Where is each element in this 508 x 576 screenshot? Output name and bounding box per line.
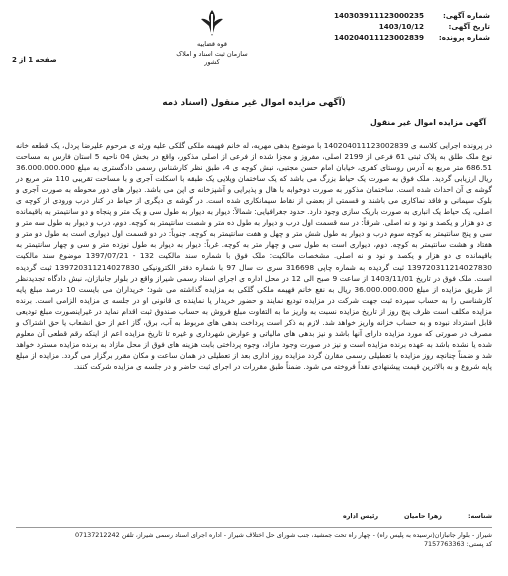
notice-body: در پرونده اجرایی کلاسه ی 140204011123002839 با موضوع بدهی مهریه، له خانم فهیمه ملکی گلکی علیه ورثه ی مرحوم علیرضا پردل، یک قطعه خانه نوع ملک طلق به پلاک ثبتی 61 فرعی از 2199 اصلی، مفروز و مجزا شده از فرعی از اصلی مذکور، واقع در بخش 04 ناحیه 5 استان فارس به مساحت 686.51 متر مربع به آدرس روستای کفری، خیابان امام حسن مجتبی، نبش کوچه ی 4، طبق نظر کارشناس رسمی دادگستری به مبلغ 36.000.000.000 ریال ارزیابی گردید. ملک فوق به صورت یک حیاط بزرگ می باشد که یک ساختمان ویلایی یک طبقه با اسکلت آجری و با مساحت تقریبی 110 متر مربع در گوشه ی آن احداث شده است. ساختمان مذکور به صورت دوخوابه با هال و پذیرایی و آشپزخانه ی اپن می باشد. دیوار های دور محوطه به صورت آجری و بلوک سیمانی و فاقد نماکاری می باشند و قسمتی از بعضی از نقاط سیمانکاری شده است. در گوشه ی دیگری از حیاط در کنار درب ورودی از کوچه ی اصلی، یک حیاط یک انباری به صورت باریک سازی وجود دارد. حدود جغرافیایی: شمالاً: دیوار به دیوار به طول سی و یک متر و پنجاه و دو سانتیمتر به باقیمانده ی دو هزار و یکصد و نود و نه اصلی. شرقاً: در سه قسمت اول درب و دیوار به طول ده متر و شصت سانتیمتر به کوچه. دوم، درب و دیوار به طول سه متر و سی و پنج سانتیمتر به کوچه سوم درب و دیوار به طول شش متر و چهل و هفت سانتیمتر به کوچه. جنوباً: در دو قسمت اول دیواری است به طول دو متر و هفتاد و هشت سانتیمتر به کوچه. دوم، دیواری است به طول سی و چهار متر به کوچه. غرباً: دیوار به دیوار به طول نوزده متر و سی و چهار سانتیمتر به باقیمانده ی دو هزار و یکصد و نود و نه اصلی. مشخصات مالکیت: ملک فوق با شماره سند مالکیت 132 - 1397/07/21 موضوع سند مالکیت 139720311214027830 ثبت گردیده به شماره چاپی 316698 سری ت سال 97 با شماره دفتر الکترونیکی 139720311214027830 ثبت گردیده است. ملک فوق در تاریخ 1403/11/01 از ساعت 9 صبح الی 12 در محل اداره ی اجرای اسناد رسمی شیراز واقع در بلوار جانبازان، نبش دادگاه تجدیدنظر از طریق مزایده از مبلغ 36.000.000.000 ریال به نفع خانم فهیمه ملکی گلکی به مزایده گذاشته می شود؛ خریداران می بایست 10 درصد مبلغ پایه کارشناسی را به حساب سپرده ثبت جهت شرکت در مزایده تودیع نمایند و حضور خریدار یا نماینده ی قانونی او در جلسه ی مزایده الزامی است. برنده مزایده مکلف است ظرف پنج روز از تاریخ مزایده نسبت به واریز ما به التفاوت مبلغ فروش به حساب صندوق ثبت اقدام نماید در غیراینصورت مبلغ تودیعی قابل استرداد نبوده و به حساب خزانه واریز خواهد شد. لازم به ذکر است پرداخت بدهی های مربوط به آب، برق، گاز اعم از حق انشعاب یا حق اشتراک و مصرف در صورتی که مورد مزایده دارای آنها باشد و نیز بدهی های مالیاتی و عوارض شهرداری و غیره تا تاریخ مزایده اعم از اینکه رقم قطعی آن معلوم شده یا نشده باشد به عهده برنده مزایده است و نیز در صورت وجود مازاد، وجوه پرداختی بابت هزینه های فوق از محل مازاد به برنده مزایده مسترد خواهد شد و ضمناً چنانچه روز مزایده با تعطیلی رسمی مقارن گردد مزایده روز اداری بعد از تعطیلی در همان ساعت و مکان مقرر برگزار می گردد. مزایده از مبلغ پایه شروع و به بالاترین قیمت پیشنهادی نقداً فروخته می شود. ضمناً طبق مقررات در اجرای ثبت حاضر و در جلسه ی مزایده شرکت کنند. [16, 141, 493, 371]
case-number: 140204011123002839 [333, 33, 424, 42]
case-number-label: شماره پرونده: [438, 33, 490, 42]
notice-number-row [260, 10, 490, 21]
postal-code-row [16, 540, 492, 549]
document-title: (آگهی مزایده اموال غیر منقول (اسناد ذمه [162, 98, 346, 108]
notice-date: 1403/10/12 [378, 22, 424, 31]
notice-meta [260, 10, 490, 43]
postal-code-label: کد پستی: [466, 540, 492, 548]
office-address: شیراز - بلوار جانبازان(نرسیده به پلیس راه) - چهار راه تحت جمشید، جنب شورای حل اختلاف شیراز - اداره اجرای اسناد رسمی شیراز، تلفن 07137212242 [16, 527, 492, 540]
org-line2: سازمان ثبت اسناد و املاک کشور [176, 50, 248, 66]
case-number-row [260, 32, 490, 43]
emblem-icon [195, 8, 229, 38]
signer-name: زهرا حامیان [404, 512, 442, 520]
document-subtitle: آگهی مزایده اموال غیر منقول [370, 118, 486, 127]
postal-code: 7157763363 [423, 540, 465, 548]
issuer-label: رئیس اداره [342, 512, 379, 520]
notice-number-label: شماره آگهی: [442, 11, 490, 20]
notice-date-label: تاریخ آگهی: [448, 22, 490, 31]
notice-number: 140303911123000235 [333, 11, 424, 20]
footer [16, 512, 492, 549]
org-line1: قوه قضاییه [197, 40, 227, 48]
page-number: صفحه 1 از 2 [12, 56, 57, 64]
judiciary-emblem [172, 8, 252, 80]
signature-row [16, 512, 492, 521]
signer-label: شناسه: [467, 512, 492, 520]
notice-date-row [260, 21, 490, 32]
